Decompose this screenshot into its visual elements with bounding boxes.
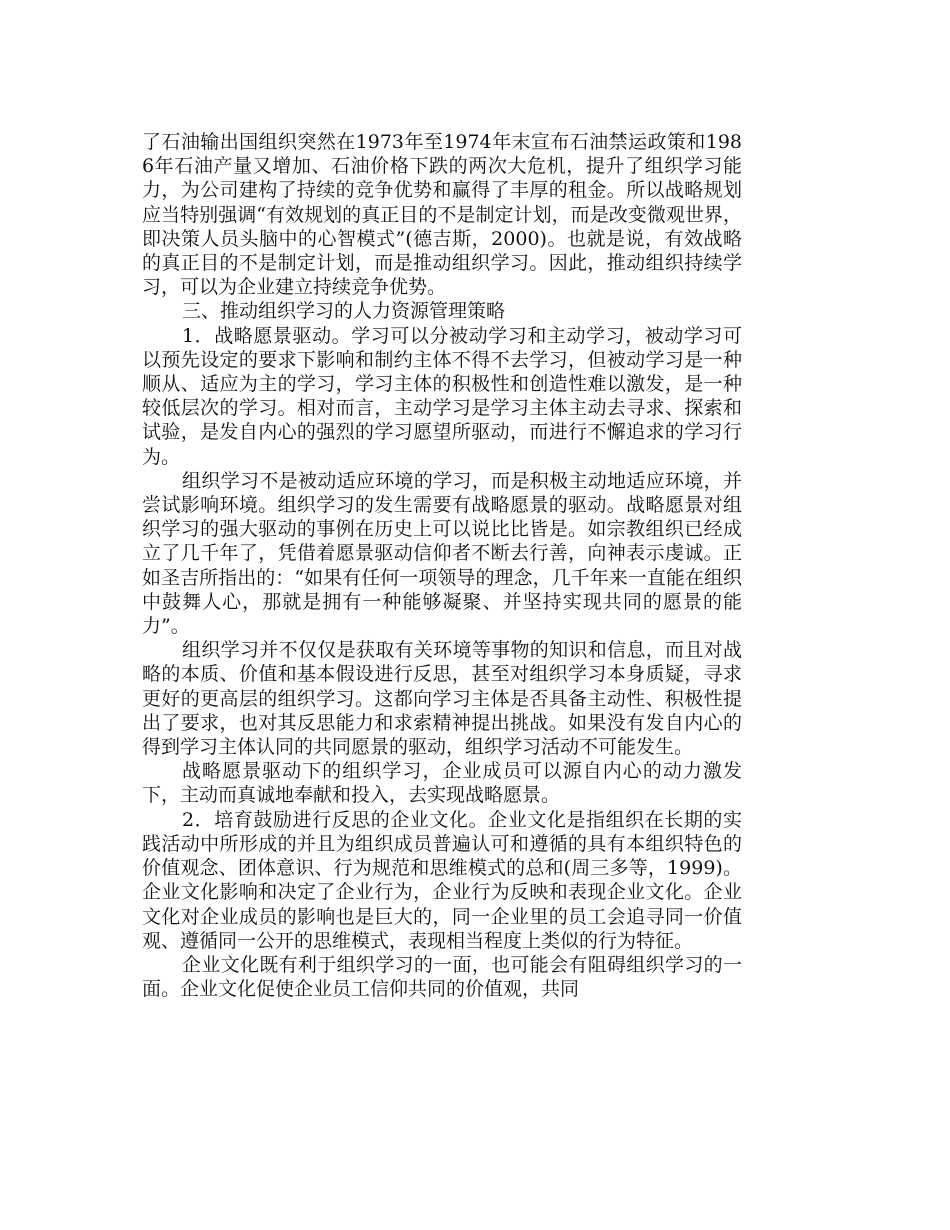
paragraph-6: 战略愿景驱动下的组织学习，企业成员可以源自内心的动力激发下，主动而真诚地奉献和投入，去实现战略愿景。 [142,760,742,807]
paragraph-8: 企业文化既有利于组织学习的一面，也可能会有阻碍组织学习的一面。企业文化促使企业员工信仰共同的价值观，共同 [142,953,742,1001]
body-text [142,130,742,1001]
section-heading: 三、推动组织学习的人力资源管理策略 [182,300,506,323]
paragraph-3: 1．战略愿景驱动。学习可以分被动学习和主动学习，被动学习可以预先设定的要求下影响和制约主体不得不去学习，但被动学习是一种顺从、适应为主的学习，学习主体的积极性和创造性难以激发，是一种较低层次的学习。相对而言，主动学习是学习主体主动去寻求、探索和试验，是发自内心的强烈的学习愿望所驱动，而进行不懈追求的学习行为。 [142,324,742,468]
paragraph-7: 2．培育鼓励进行反思的企业文化。企业文化是指组织在长期的实践活动中所形成的并且为组织成员普遍认可和遵循的具有本组织特色的价值观念、团体意识、行为规范和思维模式的总和(周三多等，1999)。企业文化影响和决定了企业行为，企业行为反映和表现企业文化。企业文化对企业成员的影响也是巨大的，同一企业里的员工会追寻同一价值观、遵循同一公开的思维模式，表现相当程度上类似的行为特征。 [142,808,742,952]
paragraph-5: 组织学习并不仅仅是获取有关环境等事物的知识和信息，而且对战略的本质、价值和基本假设进行反思，甚至对组织学习本身质疑，寻求更好的更高层的组织学习。这都向学习主体是否具备主动性、积极性提出了要求，也对其反思能力和求索精神提出挑战。如果没有发自内心的得到学习主体认同的共同愿景的驱动，组织学习活动不可能发生。 [142,639,742,759]
paragraph-1: 了石油输出国组织突然在1973年至1974年末宣布石油禁运政策和1986年石油产量又增加、石油价格下跌的两次大危机，提升了组织学习能力，为公司建构了持续的竞争优势和赢得了丰厚的租金。所以战略规划应当特别强调“有效规划的真正目的不是制定计划，而是改变微观世界，即决策人员头脑中的心智模式”(德吉斯，2000)。也就是说，有效战略的真正目的不是制定计划，而是推动组织学习。因此，推动组织持续学习，可以为企业建立持续竞争优势。 [142,131,742,299]
paragraph-4: 组织学习不是被动适应环境的学习，而是积极主动地适应环境，并尝试影响环境。组织学习的发生需要有战略愿景的驱动。战略愿景对组织学习的强大驱动的事例在历史上可以说比比皆是。如宗教组织已经成立了几千年了，凭借着愿景驱动信仰者不断去行善，向神表示虔诚。正如圣吉所指出的：“如果有任何一项领导的理念，几千年来一直能在组织中鼓舞人心，那就是拥有一种能够凝聚、并坚持实现共同的愿景的能力”。 [142,469,742,638]
